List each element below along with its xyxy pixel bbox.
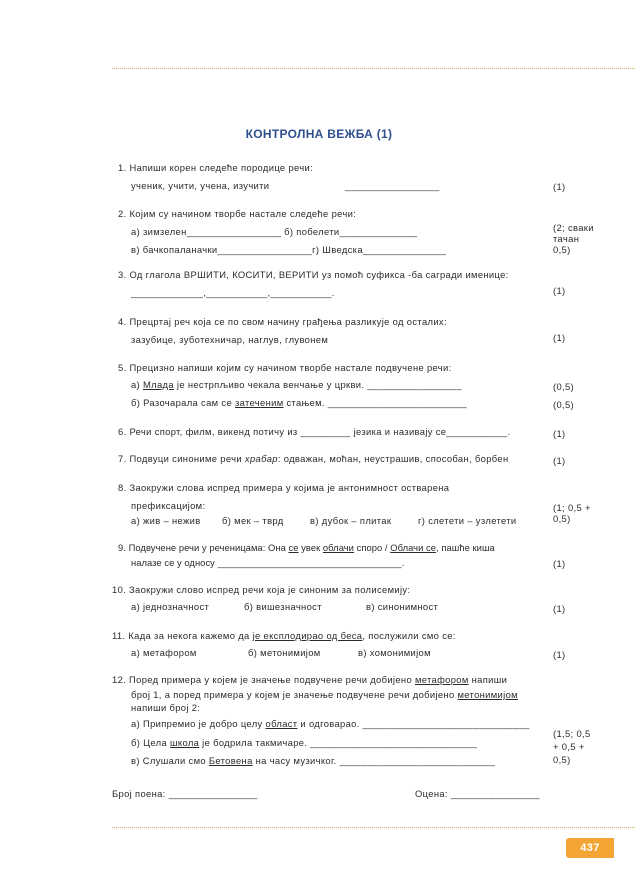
bottom-divider [112,827,635,828]
q10-option-v[interactable]: в) синонимност [366,601,439,612]
q12-l1-suffix: напиши [468,674,508,685]
q11-option-v[interactable]: в) хомонимијом [358,647,431,658]
q12-prompt-line3: напиши број 2: [131,702,201,713]
q1-points: (1) [553,181,566,192]
q9-mid1: увек [298,542,323,553]
q8-points: (1; 0,5 + 0,5) [553,502,591,524]
q8-prompt: 8. Заокружи слова испред примера у којима је антонимност остварена [118,482,450,493]
q5-prompt: 5. Прецизно напиши којим су начином творбе настале подвучене речи: [118,362,452,373]
q6-points: (1) [553,428,566,439]
q5-a-suffix[interactable]: је нестрпљиво чекала венчање у цркви. _________________ [173,379,462,390]
q5-b-underlined-word: затеченим [234,397,284,408]
q11-suffix: , послужили смо се: [362,630,456,641]
q12-item-b [131,737,477,748]
q9-answer-line[interactable]: налазе се у односу ___________________________________. [131,557,405,568]
q12-v-prefix: в) Слушали смо [131,755,209,766]
q5-a-prefix: а) [131,379,143,390]
q12-item-v [131,755,495,766]
q9-underlined-oblachi: облачи [322,542,354,553]
q12-b-underlined: школа [170,737,200,748]
q9-underlined-se: се [288,542,299,553]
q4-prompt: 4. Прецртај реч која се по свом начину грађења разликује од осталих: [118,316,447,327]
q5-a-underlined-word: Млада [143,379,174,390]
q12-prompt-line1 [112,674,507,685]
q9-prefix: 9. Подвучене речи у реченицама: Она [118,542,289,553]
q12-points: (1,5; 0,5 + 0,5 + 0,5) [553,728,591,765]
q6-prompt[interactable]: 6. Речи спорт, филм, викенд потичу из _________ језика и називају се___________. [118,426,511,437]
q12-a-underlined: област [265,718,298,729]
q11-underlined-phrase: је експлодирао од беса [252,630,363,641]
q9-prompt [118,542,495,553]
q9-mid2: споро / [353,542,391,553]
q1-answer-blank[interactable]: _________________ [345,180,440,191]
q9-underlined-oblachi-se: Облачи се [390,542,437,553]
q11-points: (1) [553,649,566,660]
q7-italic-word: храбар [244,453,278,464]
q8-option-v[interactable]: в) дубок – плитак [310,515,392,526]
q7-prompt [118,453,508,464]
q2-line-a[interactable]: а) зимзелен_________________ б) побелети______________ [131,226,418,237]
q12-v-suffix[interactable]: на часу музичког. ____________________________ [252,755,496,766]
q4-words[interactable]: зазубице, зуботехничар, наглув, глувонем [131,334,329,345]
page-title: КОНТРОЛНА ВЕЖБА (1) [245,127,393,141]
q9-suffix: , пашће киша [436,542,495,553]
q10-option-b[interactable]: б) вишезначност [244,601,322,612]
q1-words: ученик, учити, учена, изучити [131,180,270,191]
q8-option-g[interactable]: г) слетети – узлетети [418,515,517,526]
q5-item-b [131,397,467,408]
q12-underlined-metaphor: метафором [414,674,469,685]
q10-points: (1) [553,603,566,614]
q4-points: (1) [553,332,566,343]
q3-points: (1) [553,285,566,296]
q2-points: (2; сваки тачан 0,5) [553,222,594,255]
q5-points-b: (0,5) [553,399,575,410]
q7-points: (1) [553,455,566,466]
q8-option-b[interactable]: б) мек – тврд [222,515,284,526]
q5-b-suffix[interactable]: стањем. _________________________ [283,397,467,408]
q11-option-b[interactable]: б) метонимијом [248,647,321,658]
q12-prompt-line2 [131,689,518,700]
page-number: 437 [566,838,614,858]
q9-points: (1) [553,558,566,569]
q8-prompt-cont: префиксацијом: [131,500,206,511]
q12-a-prefix: а) Припремио је добро целу [131,718,266,729]
q10-option-a[interactable]: а) једнозначност [131,601,210,612]
score-field[interactable]: Број поена: ________________ [112,788,258,799]
q2-line-b[interactable]: в) бачкопаланачки_________________г) Шведска_______________ [131,244,447,255]
q5-b-prefix: б) Разочарала сам се [131,397,235,408]
q11-prompt [112,630,456,641]
grade-field[interactable]: Оцена: ________________ [415,788,540,799]
q12-v-underlined: Бетовена [208,755,253,766]
q10-prompt: 10. Заокружи слово испред речи која је синоним за полисемију: [112,584,411,595]
q12-b-prefix: б) Цела [131,737,171,748]
q7-prefix: 7. Подвуци синониме речи [118,453,245,464]
q3-prompt: 3. Од глагола ВРШИТИ, КОСИТИ, ВЕРИТИ уз помоћ суфикса -ба сагради именице: [118,269,509,280]
q12-b-suffix[interactable]: је бодрила такмичаре. ______________________________ [199,737,478,748]
q11-prefix: 11. Када за некога кажемо да [112,630,253,641]
q12-underlined-metonymy: метонимијом [457,689,518,700]
q12-a-suffix[interactable]: и одговарао. ______________________________ [297,718,530,729]
q8-option-a[interactable]: а) жив – нежив [131,515,201,526]
q1-prompt: 1. Напиши корен следеће породице речи: [118,162,314,173]
q2-prompt: 2. Којим су начином творбе настале следеће речи: [118,208,357,219]
q5-item-a [131,379,462,390]
q11-option-a[interactable]: а) метафором [131,647,197,658]
q7-options[interactable]: : одважан, моћан, неустрашив, способан, борбен [277,453,509,464]
q5-points-a: (0,5) [553,381,575,392]
q3-answer-blanks[interactable]: _____________,___________,___________. [131,287,335,298]
q12-item-a [131,718,530,729]
q12-l1-prefix: 12. Поред примера у којем је значење подвучене речи добијено [112,674,415,685]
top-divider [112,68,635,69]
q12-l2-prefix: број 1, а поред примера у којем је значење подвучене речи добијено [131,689,458,700]
